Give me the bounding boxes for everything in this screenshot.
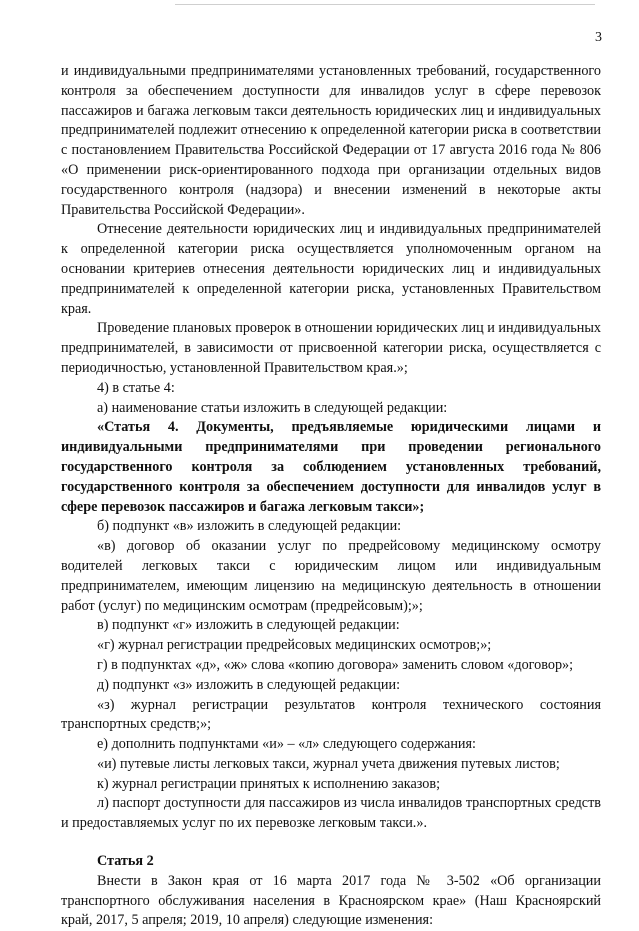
paragraph: к) журнал регистрации принятых к исполнению заказов; xyxy=(97,775,441,792)
paragraph: «Статья 4. Документы, предъявляемые юридическими лицами и индивидуальными предпринимателями при проведении регионального государственного контроля за соблюдением установленных требований, государственного контроля за обеспечением доступности для инвалидов услуг в сфере перевозок пассажиров и багажа легковым такси»; xyxy=(61,419,601,515)
document-body xyxy=(61,62,601,931)
paragraph: л) паспорт доступности для пассажиров из числа инвалидов транспортных средств и предоставляемых услуг по их перевозке легковым такси.». xyxy=(61,795,601,832)
paragraph: Отнесение деятельности юридических лиц и индивидуальных предпринимателей к определенной категории риска осуществляется уполномоченным органом на основании критериев отнесения деятельности юридических лиц и индивидуальных предпринимателей к определенной категории риска, установленных Правительством края. xyxy=(61,221,601,317)
article-heading: Статья 2 xyxy=(97,853,154,870)
paragraph: а) наименование статьи изложить в следующей редакции: xyxy=(97,399,448,416)
paragraph: «в) договор об оказании услуг по предрейсовому медицинскому осмотру водителей легковых такси с юридическим лицом или индивидуальным предпринимателем, имеющим лицензию на медицинскую деятельность в отношении работ (услуг) по медицинским осмотрам (предрейсовым);»; xyxy=(61,538,601,614)
paragraph: б) подпункт «в» изложить в следующей редакции: xyxy=(97,518,402,535)
paragraph: в) подпункт «г» изложить в следующей редакции: xyxy=(97,617,400,634)
scan-top-edge xyxy=(175,4,595,5)
paragraph: 4) в статье 4: xyxy=(97,379,175,396)
paragraph: Внести в Закон края от 16 марта 2017 года № 3-502 «Об организации транспортного обслуживания населения в Красноярском крае» (Наш Красноярский край, 2017, 5 апреля; 2019, 10 апреля) следующие изменения: xyxy=(61,872,601,929)
paragraph: е) дополнить подпунктами «и» – «л» следующего содержания: xyxy=(97,736,476,753)
page-number: 3 xyxy=(595,30,602,45)
paragraph: Проведение плановых проверок в отношении юридических лиц и индивидуальных предпринимателей, в зависимости от присвоенной категории риска, осуществляется с периодичностью, установленной Правительством края.»; xyxy=(61,320,601,376)
paragraph: «з) журнал регистрации результатов контроля технического состояния транспортных средств;»; xyxy=(61,696,601,733)
paragraph: д) подпункт «з» изложить в следующей редакции: xyxy=(97,676,401,693)
paragraph: и индивидуальными предпринимателями установленных требований, государственного контроля за обеспечением доступности для инвалидов услуг в сфере перевозок пассажиров и багажа легковым такси деятельность юридических лиц и индивидуальных предпринимателей подлежит отнесению к определенной категории риска в соответствии с постановлением Правительства Российской Федерации от 17 августа 2016 года № 806 «О применении риск-ориентированного подхода при организации отдельных видов государственного контроля (надзора) и внесении изменений в некоторые акты Правительства Российской Федерации». xyxy=(61,63,601,218)
paragraph: г) в подпунктах «д», «ж» слова «копию договора» заменить словом «договор»; xyxy=(97,656,574,673)
paragraph: «г) журнал регистрации предрейсовых медицинских осмотров;»; xyxy=(97,637,492,654)
paragraph: «и) путевые листы легковых такси, журнал учета движения путевых листов; xyxy=(97,755,560,772)
